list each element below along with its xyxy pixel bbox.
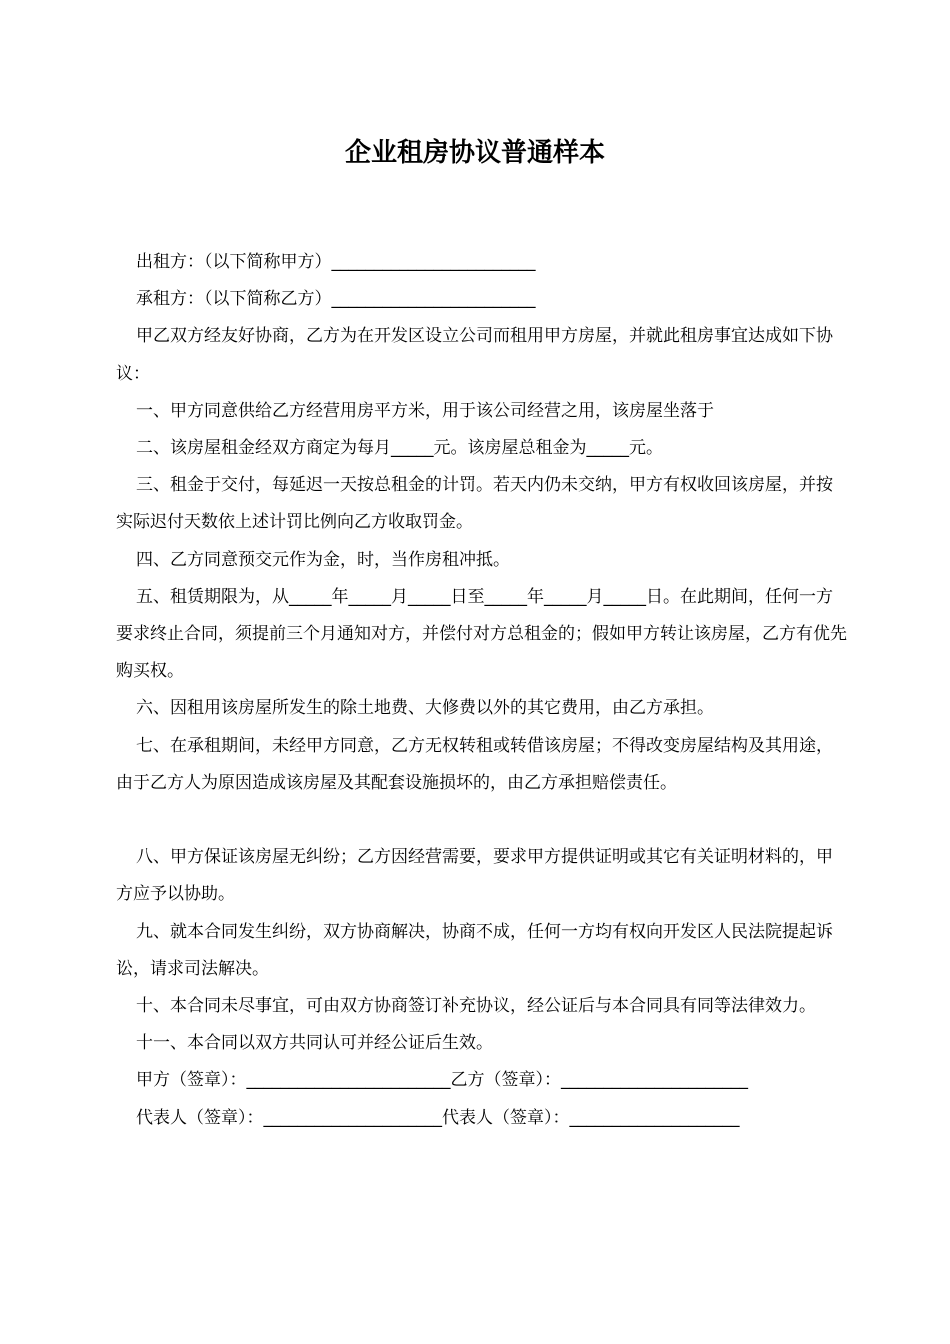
clause-5: 五、租赁期限为，从_____年_____月_____日至_____年_____月_____日。在此期间，任何一方要求终止合同，须提前三个月通知对方，并偿付对方总租金的；假如甲方转让该房屋，乙方有优先购买权。 (116, 586, 847, 682)
clause-3: 三、租金于交付，每延迟一天按总租金的计罚。若天内仍未交纳，甲方有权收回该房屋，并按实际迟付天数依上述计罚比例向乙方收取罚金。 (116, 475, 833, 533)
preamble-paragraph: 甲乙双方经友好协商，乙方为在开发区设立公司而租用甲方房屋，并就此租房事宜达成如下协议： (116, 326, 833, 384)
clause-1: 一、甲方同意供给乙方经营用房平方米，用于该公司经营之用，该房屋坐落于 (136, 400, 714, 421)
party-signature-line: 甲方（签章）：________________________乙方（签章）：______________________ (136, 1070, 748, 1091)
clause-11: 十一、本合同以双方共同认可并经公证后生效。 (136, 1033, 493, 1054)
clause-9: 九、就本合同发生纠纷，双方协商解决，协商不成，任何一方均有权向开发区人民法院提起诉讼，请求司法解决。 (116, 921, 833, 979)
document-body (116, 244, 848, 1137)
clause-6: 六、因租用该房屋所发生的除土地费、大修费以外的其它费用，由乙方承担。 (136, 698, 714, 719)
clause-7: 七、在承租期间，未经甲方同意，乙方无权转租或转借该房屋；不得改变房屋结构及其用途，由于乙方人为原因造成该房屋及其配套设施损坏的，由乙方承担赔偿责任。 (116, 735, 833, 793)
clause-8: 八、甲方保证该房屋无纠纷；乙方因经营需要，要求甲方提供证明或其它有关证明材料的，甲方应予以协助。 (116, 847, 833, 905)
representative-signature-line: 代表人（签章）：_____________________代表人（签章）：____________________ (136, 1107, 740, 1128)
clause-10: 十、本合同未尽事宜，可由双方协商签订补充协议，经公证后与本合同具有同等法律效力。 (136, 996, 816, 1017)
blank-line (116, 802, 848, 839)
document-title: 企业租房协议普通样本 (344, 138, 605, 168)
clause-4: 四、乙方同意预交元作为金，时，当作房租冲抵。 (136, 549, 510, 570)
lessee-line: 承租方：（以下简称乙方）________________________ (136, 289, 536, 310)
lessor-line: 出租方：（以下简称甲方）________________________ (136, 252, 536, 272)
clause-2: 二、该房屋租金经双方商定为每月_____元。该房屋总租金为_____元。 (136, 438, 663, 459)
